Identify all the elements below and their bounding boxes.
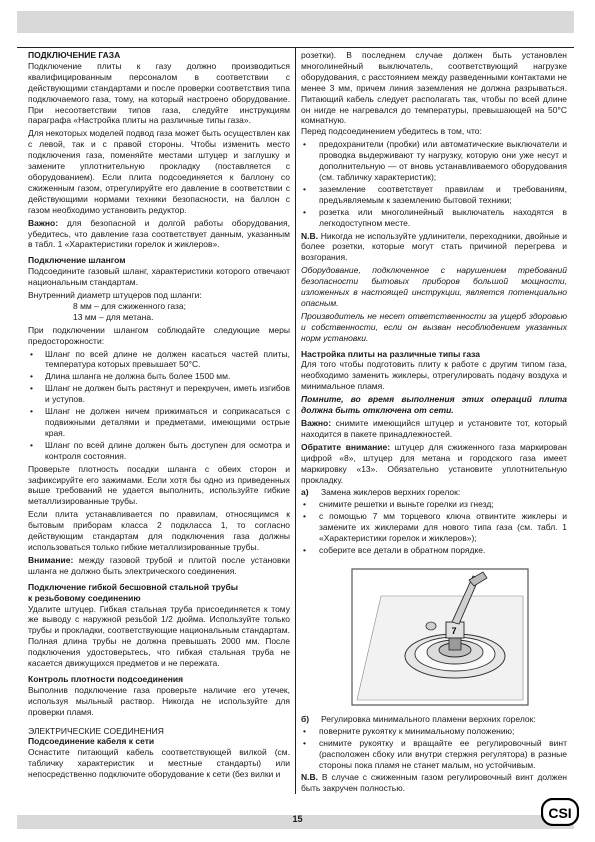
note-text: штуцер для сжиженного газа маркирован цифрой «8», штуцер для метана и городского газа имеет маркировку «13». Обязательно установите уплотнительную прокладку.: [301, 441, 568, 485]
step-b-label: б): [301, 713, 310, 724]
step-b-text: Регулировка минимального пламени верхних горелок:: [321, 713, 536, 724]
disconnect-warning: Помните, во время выполнения этих операций плита должна быть отключена от сети.: [301, 394, 567, 416]
list-item: • с помощью 7 мм торцевого ключа отвинтите жиклеры и замените их жиклерами для нового типа газа (см. табл. 1 «Характеристики горелок и жиклеров»);: [301, 511, 567, 544]
step-a-list: [301, 499, 567, 556]
note-text: для безопасной и долгой работы оборудования, убедитесь, что давление газа соответствует данным, указанным в табл. 1 «Характеристики горелок и жиклеров».: [28, 217, 290, 250]
hose-paragraph-5: Если плита устанавливается по правилам, относящимся к бытовым приборам класса 2 подкласса 1, то согласно действующим стандартам для подключения газа должны использоваться только гибкие металлизированные трубы.: [28, 509, 290, 552]
pre-connection-list: [301, 139, 567, 228]
hose-paragraph-4: Проверьте плотность посадки шланга с обеих сторон и зафиксируйте его зажимами. Если хотя бы одно из приведенных выше требований не удается выполнить, используйте гибкие металлизированные трубы.: [28, 463, 290, 507]
adjust-attention-note: [301, 442, 567, 486]
step-a: [301, 487, 567, 498]
electrical-heading: ЭЛЕКТРИЧЕСКИЕ СОЕДИНЕНИЯ: [28, 725, 164, 736]
steel-pipe-heading-line-1: Подключение гибкой бесшовной стальной трубы: [28, 581, 238, 592]
safety-italic-paragraph-2: Производитель не несет ответственности за ущерб здоровью и собственности, если он вызван несоблюдением указанных норм установки.: [301, 310, 567, 343]
nb-label: N.B.: [301, 230, 318, 241]
step-b: [301, 714, 567, 725]
left-column: [28, 50, 290, 782]
cable-paragraph-continued: розетки). В последнем случае должен быть установлен многолинейный выключатель, соответствующий нагрузке оборудования, с расстоянием между разведенными контактами не менее 3 мм, причем линия заземления не должна разрываться. Питающий кабель следует располагать так, чтобы по всей длине он нигде не нагревался до температуры, превышающей на 50°С комнатную.: [301, 50, 567, 126]
logo-text: CSI: [548, 805, 572, 821]
hose-connection-heading: Подключение шлангом: [28, 255, 126, 266]
list-item: • поверните рукоятку к минимальному положению;: [301, 726, 567, 737]
nb-text: В случае с сжиженным газом регулировочный винт должен быть закручен полностью.: [301, 772, 567, 794]
gas-adjustment-heading: Настройка плиты на различные типы газа: [301, 348, 481, 359]
hose-diameter-lpg: 8 мм – для сжиженного газа;: [73, 300, 186, 311]
burner-wrench-drawing: [351, 568, 529, 706]
step-a-label: а): [301, 487, 309, 498]
list-item: • Длина шланга не должна быть более 1500 мм.: [28, 371, 290, 382]
hose-paragraph-1: Подсоедините газовый шланг, характеристики которого отвечают национальным стандартам.: [28, 266, 290, 288]
gas-connection-heading: ПОДКЛЮЧЕНИЕ ГАЗА: [28, 50, 121, 60]
hose-paragraph-2: Внутренний диаметр штуцеров под шланги:: [28, 290, 202, 301]
list-item: • розетка или многолинейный выключатель находятся в легкодоступном месте.: [301, 207, 567, 229]
list-item: • Шланг не должен ничем прижиматься и соприкасаться с подвижными деталями и предметами, имеющими острые края.: [28, 406, 290, 439]
steel-pipe-paragraph: Удалите штуцер. Гибкая стальная труба присоединяется к тому же выводу с наружной резьбой 1/2 дюйма. Используйте только трубы и прокладки, соответствующие национальным стандартам. Полная длина трубы не должна превышать 2000 мм. После подключения удостоверьтесь, что гибкая стальная труба не касается движущихся предметов и не пережата.: [28, 603, 290, 669]
csi-logo: [541, 798, 579, 831]
hose-precautions-list: [28, 349, 290, 462]
list-item: • Шланг по всей длине не должен касаться частей плиты, температура которых превышает 50°С.: [28, 349, 290, 371]
note-label: Важно:: [28, 217, 59, 228]
gas-adjustment-paragraph: Для того чтобы подготовить плиту к работе с другим типом газа, необходимо заменить жиклеры, отрегулировать подачу воздуха и минимальное пламя.: [301, 359, 567, 392]
list-item: • снимите рукоятку и вращайте ее регулировочный винт (расположен сбоку или внутри стержня регулятора) в разные стороны пока пламя не станет малым, но устойчивым.: [301, 738, 567, 771]
adjust-important-note: [301, 418, 567, 440]
list-item: • заземление соответствует правилам и требованиям, предъявляемым к заземлению бытовой техники;: [301, 184, 567, 206]
note-text: снимите имеющийся штуцер и установите тот, который находится в пакете принадлежностей.: [301, 418, 567, 439]
safety-italic-paragraph-1: Оборудование, подключенное с нарушением требований безопасности бытовых приборов большой мощности, изложенных в настоящей инструкции, является потенциально опасным.: [301, 265, 567, 308]
note-label: Важно:: [301, 418, 332, 428]
step-a-text: Замена жиклеров верхних горелок:: [321, 487, 461, 498]
hose-attention-note: [28, 555, 290, 577]
gas-important-note: [28, 218, 290, 251]
tightness-paragraph: Выполнив подключение газа проверьте наличие его утечек, используя мыльный раствор. Никогда не используйте для проверки пламя.: [28, 684, 290, 717]
cable-connection-heading: Подсоединение кабеля к сети: [28, 736, 155, 747]
list-item: • Шланг по всей длине должен быть доступен для осмотра и контроля состояния.: [28, 440, 290, 462]
note-label: Обратите внимание:: [301, 441, 391, 452]
header-bar: [17, 11, 574, 33]
tightness-heading: Контроль плотности подсоединения: [28, 673, 184, 684]
page-number: 15: [292, 814, 303, 824]
nb-lpg-note: [301, 772, 567, 794]
cable-paragraph: Оснастите питающий кабель соответствующей вилкой (см. табличку характеристик и местные стандарты) или непосредственно подключите оборудование к сети (без вилки и: [28, 747, 290, 780]
nb-text: Никогда не используйте удлинители, переходники, двойные и более розетки, которые могут стать причиной перегрева и возгорания.: [301, 230, 567, 263]
hose-diameter-methane: 13 мм – для метана.: [73, 311, 154, 322]
note-label: Внимание:: [28, 554, 74, 565]
gas-paragraph-1: Подключение плиты к газу должно производиться квалифицированным персоналом в соответствии с действующими стандартами и после проверки соответствия типа подключаемого газа, тому, на который настроено оборудование. При несоответствии типов газа, следуйте инструкциям параграфа «Настройка плиты на различные типы газа».: [28, 60, 290, 126]
steel-pipe-heading-line-2: к резьбовому соединению: [28, 592, 141, 603]
pre-connection-check: Перед подсоединением убедитесь в том, что:: [301, 126, 482, 137]
gas-paragraph-2: Для некоторых моделей подвод газа может быть осуществлен как с левой, так и с правой стороны. Чтобы изменить место подключения газа, поменяйте местами штуцер и заглушку и замените уплотнительную прокладку (поставляется с оборудованием). Если плита подсоединяется к баллону со сжиженным газом, отрегулируйте его давление в соответствии с действующими нормами техники безопасности, на баллон с газом необходимо установить редуктор.: [28, 128, 290, 215]
list-item: • снимите решетки и выньте горелки из гнезд;: [301, 499, 567, 510]
column-divider: [295, 48, 296, 794]
note-text: между газовой трубой и плитой после установки шланга не должно быть электрического соединения.: [28, 554, 290, 576]
nb-label: N.B.: [301, 772, 318, 783]
nb-extension-note: [301, 231, 567, 264]
wrench-size-label: 7: [451, 625, 457, 636]
hose-paragraph-3: При подключении шлангом соблюдайте следующие меры предосторожности:: [28, 324, 290, 346]
right-column: [301, 50, 567, 796]
list-item: • предохранители (пробки) или автоматические выключатели и проводка выдерживают ту нагрузку, которую они уже несут и дополнительную — от вновь устанавливаемого оборудования (см. табличку характеристик);: [301, 139, 567, 183]
burner-wrench-illustration: [351, 568, 529, 706]
list-item: • соберите все детали в обратном порядке.: [301, 545, 567, 556]
list-item: • Шланг не должен быть растянут и перекручен, иметь изгибов и уступов.: [28, 383, 290, 405]
step-b-list: [301, 726, 567, 771]
